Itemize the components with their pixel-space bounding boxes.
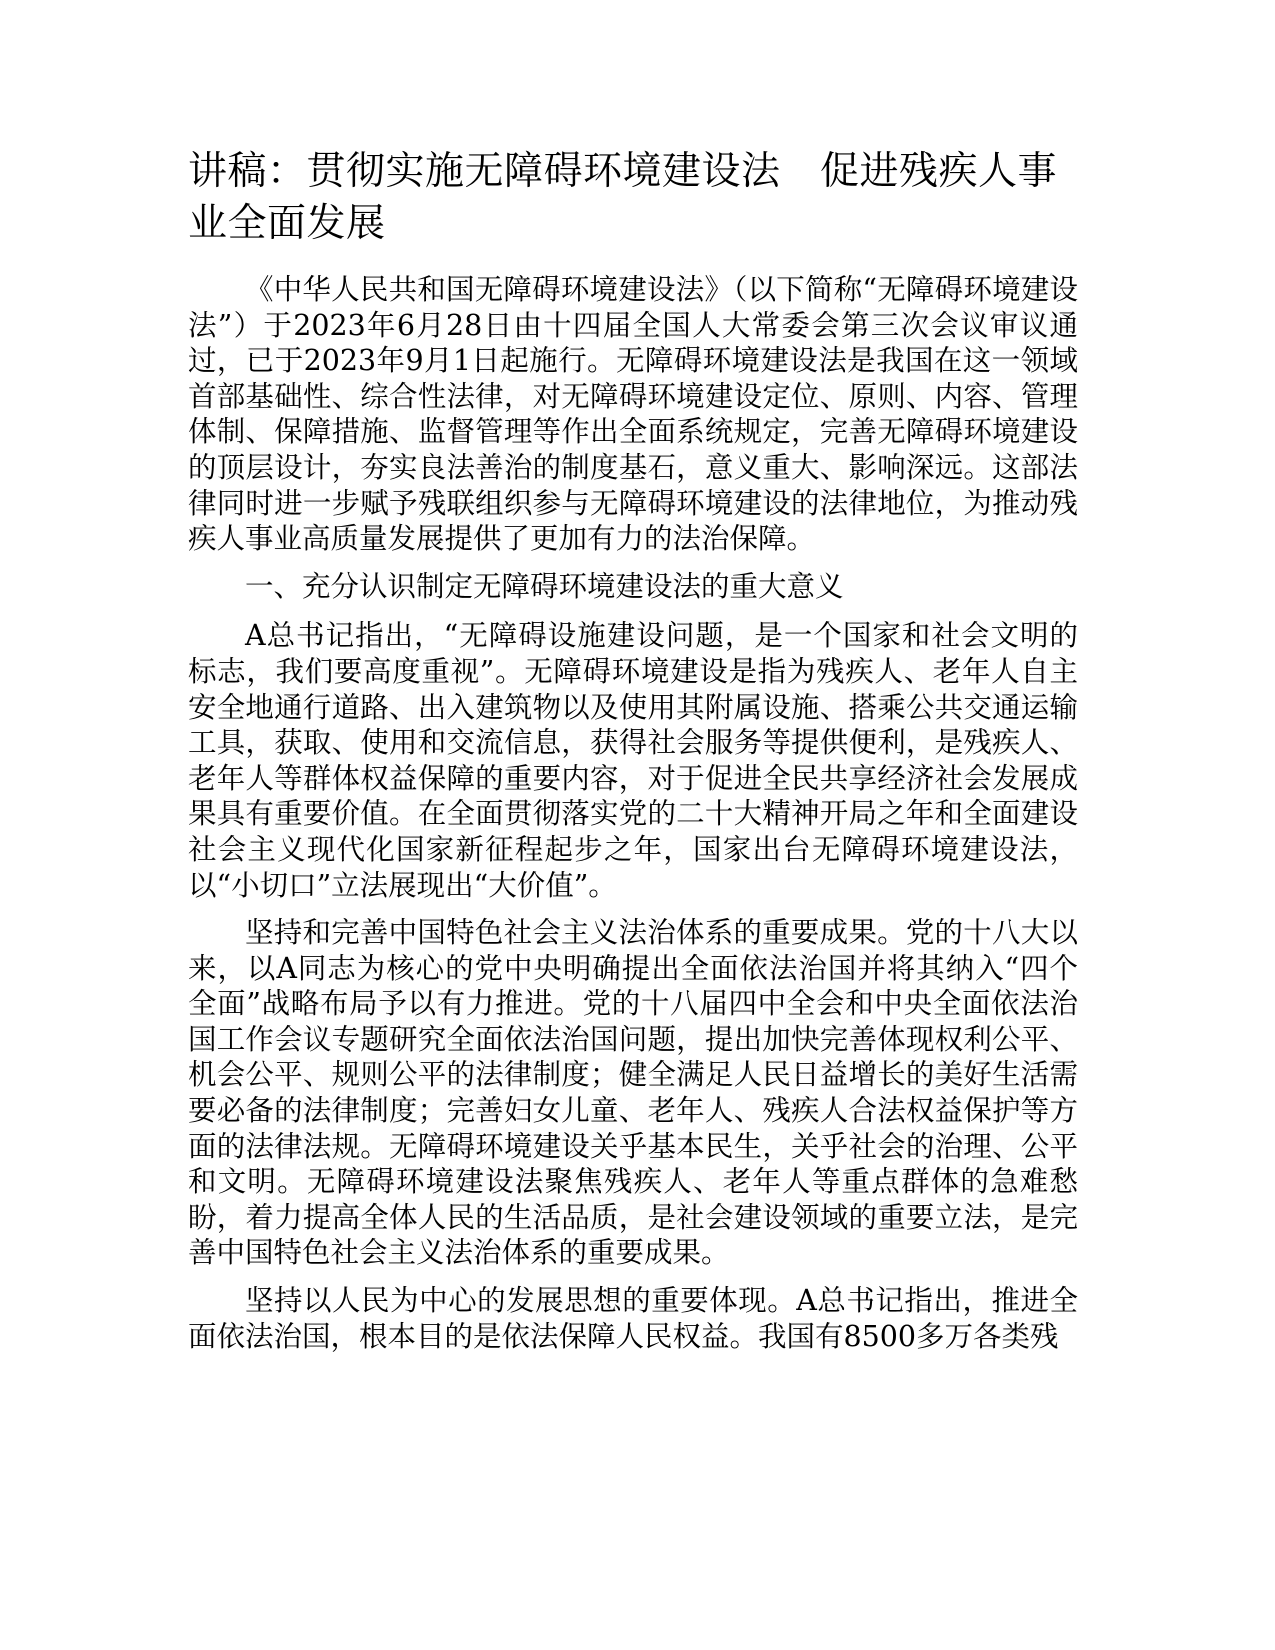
body-paragraph: 坚持以人民为中心的发展思想的重要体现。A总书记指出，推进全面依法治国，根本目的是依法保障人民权益。我国有8500多万各类残 [188,1284,1078,1353]
body-paragraph: A总书记指出，“无障碍设施建设问题，是一个国家和社会文明的标志，我们要高度重视”。无障碍环境建设是指为残疾人、老年人自主安全地通行道路、出入建筑物以及使用其附属设施、搭乘公共交通运输工具，获取、使用和交流信息，获得社会服务等提供便利，是残疾人、老年人等群体权益保障的重要内容，对于促进全民共享经济社会发展成果具有重要价值。在全面贯彻落实党的二十大精神开局之年和全面建设社会主义现代化国家新征程起步之年，国家出台无障碍环境建设法，以“小切口”立法展现出“大价值”。 [188,619,1078,902]
body-paragraph: 坚持和完善中国特色社会主义法治体系的重要成果。党的十八大以来，以A同志为核心的党中央明确提出全面依法治国并将其纳入“四个全面”战略布局予以有力推进。党的十八届四中全会和中央全面依法治国工作会议专题研究全面依法治国问题，提出加快完善体现权利公平、机会公平、规则公平的法律制度；健全满足人民日益增长的美好生活需要必备的法律制度；完善妇女儿童、老年人、残疾人合法权益保护等方面的法律法规。无障碍环境建设关乎基本民生，关乎社会的治理、公平和文明。无障碍环境建设法聚焦残疾人、老年人等重点群体的急难愁盼，着力提高全体人民的生活品质，是社会建设领域的重要立法，是完善中国特色社会主义法治体系的重要成果。 [188,916,1078,1270]
intro-paragraph: 《中华人民共和国无障碍环境建设法》（以下简称“无障碍环境建设法”）于2023年6月28日由十四届全国人大常委会第三次会议审议通过，已于2023年9月1日起施行。无障碍环境建设法是我国在这一领域首部基础性、综合性法律，对无障碍环境建设定位、原则、内容、管理体制、保障措施、监督管理等作出全面系统规定，完善无障碍环境建设的顶层设计，夯实良法善治的制度基石，意义重大、影响深远。这部法律同时进一步赋予残联组织参与无障碍环境建设的法律地位，为推动残疾人事业高质量发展提供了更加有力的法治保障。 [188,273,1078,556]
section-heading: 一、充分认识制定无障碍环境建设法的重大意义 [245,569,844,603]
document-title: 讲稿：贯彻实施无障碍环境建设法 促进残疾人事业全面发展 [188,149,1058,246]
document-body [188,146,1078,1366]
